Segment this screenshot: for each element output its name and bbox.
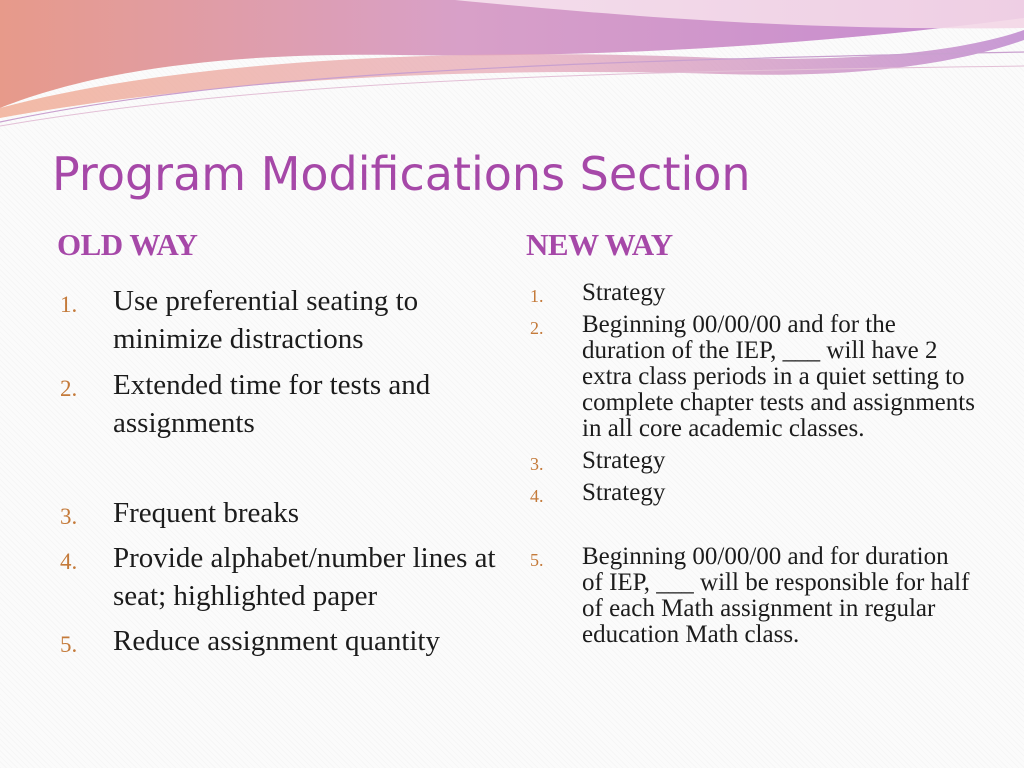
- list-item-text: Use preferential seating to minimize distractions: [113, 285, 419, 355]
- list-number: 4.: [530, 486, 544, 506]
- list-number: 3.: [530, 454, 544, 474]
- list-item-text: Strategy: [582, 479, 666, 506]
- list-item-text: Reduce assignment quantity: [113, 625, 440, 657]
- list-number: 2.: [530, 318, 544, 338]
- list-item: [60, 282, 500, 358]
- list-item-text: Extended time for tests and assignments: [113, 369, 431, 439]
- list-item-text: Provide alphabet/number lines at seat; highlighted paper: [113, 542, 496, 612]
- list-number: 5.: [530, 550, 544, 570]
- list-item-text: Frequent breaks: [113, 497, 300, 529]
- slide-title: Program Modifications Section: [52, 147, 751, 201]
- list-item: [530, 544, 975, 648]
- list-item: [60, 494, 500, 532]
- decorative-header-banner: [0, 0, 1024, 130]
- list-number: 2.: [60, 376, 78, 401]
- list-item: [530, 280, 975, 306]
- list-number: 1.: [60, 292, 78, 317]
- list-item: [60, 539, 500, 615]
- list-number: 1.: [530, 286, 544, 306]
- list-number: 4.: [60, 549, 78, 574]
- list-item: [530, 480, 975, 506]
- list-number: 3.: [60, 504, 78, 529]
- list-item-text: Strategy: [582, 447, 666, 474]
- list-item: [60, 366, 500, 442]
- old-way-heading: OLD WAY: [57, 227, 198, 262]
- list-item: [530, 448, 975, 474]
- new-way-heading: NEW WAY: [526, 227, 673, 262]
- list-item: [530, 312, 975, 442]
- list-item-text: Beginning 00/00/00 and for the duration of the IEP, ___ will have 2 extra class periods in a quiet setting to complete chapter tests and assignments in all core academic classes.: [582, 311, 975, 442]
- list-item-text: Strategy: [582, 279, 666, 306]
- new-way-list: [530, 280, 975, 648]
- old-way-list: [60, 282, 500, 660]
- list-number: 5.: [60, 632, 78, 657]
- list-item: [60, 622, 500, 660]
- list-item-text: Beginning 00/00/00 and for duration of IEP, ___ will be responsible for half of each Math assignment in regular education Math class.: [582, 543, 970, 648]
